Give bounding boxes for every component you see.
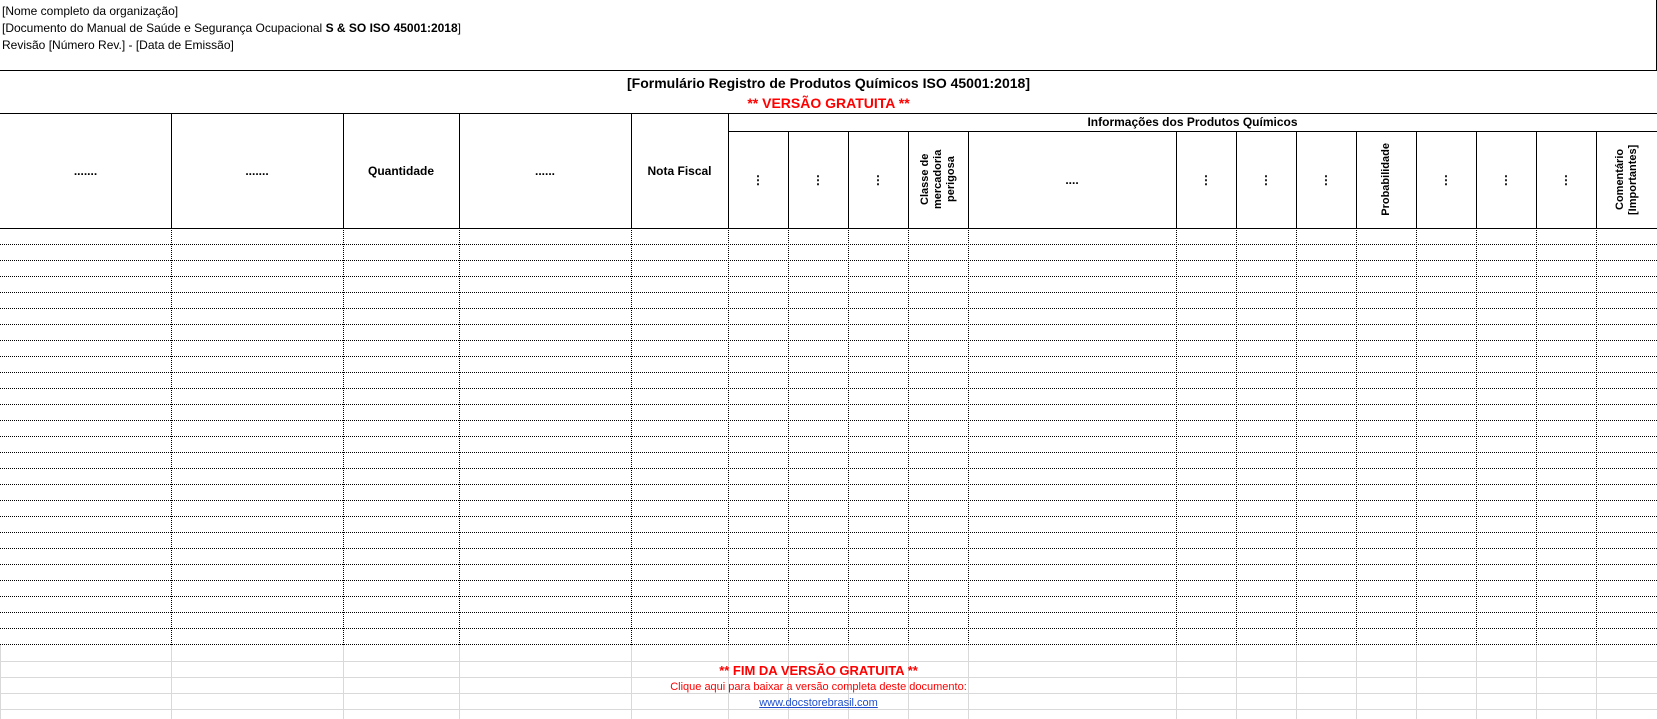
free-version-label: ** VERSÃO GRATUITA ** <box>747 95 910 111</box>
column-header: ⋮ <box>1320 172 1332 187</box>
column-header: Nota Fiscal <box>647 163 712 178</box>
column-header: ⋮ <box>872 172 884 187</box>
column-header-label: Classe de mercadoria perigosa <box>918 149 957 210</box>
column-header: ⋮ <box>1440 172 1452 187</box>
revision-line: Revisão [Número Rev.] - [Data de Emissão] <box>2 38 234 52</box>
column-header: ...... <box>534 163 555 178</box>
column-header-vertical <box>1596 131 1657 228</box>
column-header-label: Probabilidade <box>1379 143 1392 216</box>
form-title: [Formulário Registro de Produtos Químicos ISO 45001:2018] <box>627 75 1030 91</box>
docstore-link[interactable]: www.docstorebrasil.com <box>759 697 878 709</box>
column-header: ....... <box>245 163 269 178</box>
column-header: Quantidade <box>367 163 434 178</box>
organization-name: [Nome completo da organização] <box>2 4 179 18</box>
document-line-suffix: ] <box>457 21 461 35</box>
download-full-version-text[interactable]: Clique aqui para baixar a versão completa deste documento: <box>670 681 967 693</box>
column-header: ⋮ <box>1500 172 1512 187</box>
column-header: ⋮ <box>1260 172 1272 187</box>
column-header: ⋮ <box>1560 172 1572 187</box>
group-header-chemical-info: Informações dos Produtos Químicos <box>1087 115 1298 129</box>
column-header-vertical <box>1356 131 1416 228</box>
column-header-vertical <box>908 131 968 228</box>
document-standard: S & SO ISO 45001:2018 <box>325 21 458 35</box>
column-header: ⋮ <box>1200 172 1212 187</box>
column-header: .... <box>1065 172 1079 187</box>
document-line-prefix: [Documento do Manual de Saúde e Segurança Ocupacional <box>2 21 326 35</box>
column-header: ⋮ <box>752 172 764 187</box>
column-header: ....... <box>73 163 98 178</box>
column-header: ⋮ <box>812 172 824 187</box>
column-header-label: Comentário [Importantes] <box>1613 144 1639 215</box>
end-free-version-label: ** FIM DA VERSÃO GRATUITA ** <box>719 663 918 678</box>
